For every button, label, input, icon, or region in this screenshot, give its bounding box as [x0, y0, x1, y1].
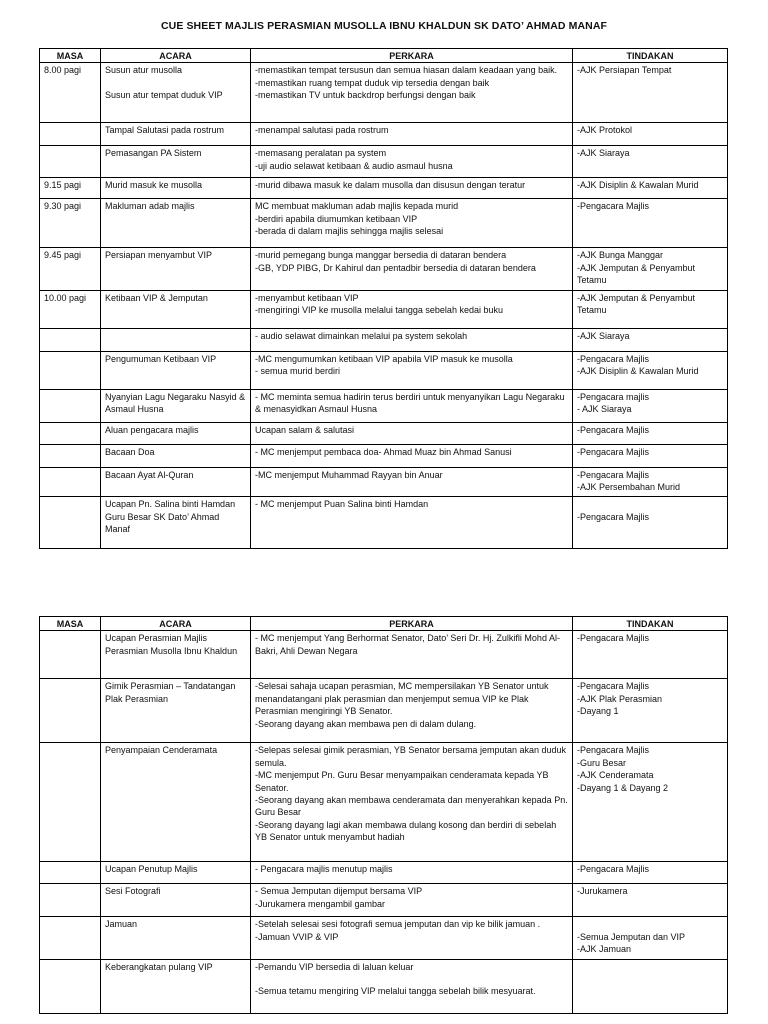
masa-cell: 8.00 pagi — [40, 63, 101, 123]
cue-sheet-table-2 — [39, 616, 728, 1014]
cue-sheet-table-1 — [39, 48, 728, 549]
perkara-cell: - MC meminta semua hadirin terus berdiri untuk menyanyikan Lagu Negaraku & menasyidkan Asmaul Husna — [251, 389, 573, 422]
header-tindakan: TINDAKAN — [573, 49, 728, 63]
table-row — [40, 290, 728, 328]
acara-cell: Ucapan Penutup Majlis — [101, 862, 251, 884]
tindakan-cell: -Pengacara Majlis -AJK Plak Perasmian -Dayang 1 — [573, 679, 728, 743]
tindakan-cell — [573, 959, 728, 1013]
table-row — [40, 679, 728, 743]
acara-cell: Sesi Fotografi — [101, 884, 251, 917]
perkara-cell: -Pemandu VIP bersedia di laluan keluar -Semua tetamu mengiring VIP melalui tangga sebelah bilik mesyuarat. — [251, 959, 573, 1013]
tindakan-cell: -AJK Jemputan & Penyambut Tetamu — [573, 290, 728, 328]
tindakan-cell: -Pengacara Majlis — [573, 422, 728, 444]
acara-cell: Bacaan Ayat Al-Quran — [101, 467, 251, 497]
table-row — [40, 351, 728, 389]
tindakan-cell: -Pengacara Majlis — [573, 444, 728, 467]
masa-cell: 9.45 pagi — [40, 248, 101, 290]
acara-cell: Nyanyian Lagu Negaraku Nasyid & Asmaul Husna — [101, 389, 251, 422]
tindakan-cell: -Pengacara Majlis — [573, 631, 728, 679]
perkara-cell: -menyambut ketibaan VIP -mengiringi VIP ke musolla melalui tangga sebelah kedai buku — [251, 290, 573, 328]
masa-cell: 10.00 pagi — [40, 290, 101, 328]
tindakan-cell: -AJK Siaraya — [573, 328, 728, 351]
masa-cell — [40, 743, 101, 862]
masa-cell — [40, 679, 101, 743]
table-row — [40, 63, 728, 123]
tindakan-cell: -Pengacara Majlis — [573, 199, 728, 248]
acara-cell: Aluan pengacara majlis — [101, 422, 251, 444]
perkara-cell: -MC mengumumkan ketibaan VIP apabila VIP masuk ke musolla - semua murid berdiri — [251, 351, 573, 389]
acara-cell: Pemasangan PA Sistem — [101, 146, 251, 178]
masa-cell — [40, 631, 101, 679]
acara-cell: Bacaan Doa — [101, 444, 251, 467]
perkara-cell: -memastikan tempat tersusun dan semua hiasan dalam keadaan yang baik. -memastikan ruang tempat duduk vip tersedia dengan baik -memastikan TV untuk backdrop berfungsi dengan baik — [251, 63, 573, 123]
masa-cell — [40, 351, 101, 389]
tindakan-cell: -AJK Persiapan Tempat — [573, 63, 728, 123]
tindakan-cell: -Pengacara Majlis -AJK Persembahan Murid — [573, 467, 728, 497]
acara-cell: Ketibaan VIP & Jemputan — [101, 290, 251, 328]
perkara-cell: - MC menjemput pembaca doa- Ahmad Muaz bin Ahmad Sanusi — [251, 444, 573, 467]
acara-cell: Jamuan — [101, 917, 251, 959]
table-header-row — [40, 617, 728, 631]
acara-cell: Persiapan menyambut VIP — [101, 248, 251, 290]
acara-cell: Makluman adab majlis — [101, 199, 251, 248]
header-acara: ACARA — [101, 617, 251, 631]
table-row — [40, 467, 728, 497]
perkara-cell: -memasang peralatan pa system -uji audio selawat ketibaan & audio asmaul husna — [251, 146, 573, 178]
perkara-cell: - Semua Jemputan dijemput bersama VIP -Jurukamera mengambil gambar — [251, 884, 573, 917]
acara-cell: Susun atur musolla Susun atur tempat duduk VIP — [101, 63, 251, 123]
masa-cell — [40, 497, 101, 549]
table-header-row — [40, 49, 728, 63]
table-row — [40, 389, 728, 422]
tindakan-cell: -AJK Protokol — [573, 123, 728, 146]
document-title: CUE SHEET MAJLIS PERASMIAN MUSOLLA IBNU KHALDUN SK DATO’ AHMAD MANAF — [160, 20, 608, 32]
table-row — [40, 631, 728, 679]
masa-cell — [40, 444, 101, 467]
table-row — [40, 248, 728, 290]
masa-cell: 9.30 pagi — [40, 199, 101, 248]
acara-cell: Ucapan Perasmian Majlis Perasmian Musolla Ibnu Khaldun — [101, 631, 251, 679]
masa-cell — [40, 123, 101, 146]
table-row — [40, 328, 728, 351]
acara-cell: Ucapan Pn. Salina binti Hamdan Guru Besar SK Dato’ Ahmad Manaf — [101, 497, 251, 549]
acara-cell: Penyampaian Cenderamata — [101, 743, 251, 862]
header-acara: ACARA — [101, 49, 251, 63]
masa-cell — [40, 467, 101, 497]
tindakan-cell: -AJK Bunga Manggar -AJK Jemputan & Penyambut Tetamu — [573, 248, 728, 290]
tindakan-cell: -Pengacara majlis - AJK Siaraya — [573, 389, 728, 422]
header-masa: MASA — [40, 49, 101, 63]
tindakan-cell: -AJK Disiplin & Kawalan Murid — [573, 178, 728, 199]
masa-cell — [40, 146, 101, 178]
perkara-cell: - MC menjemput Puan Salina binti Hamdan — [251, 497, 573, 549]
table-row — [40, 959, 728, 1013]
acara-cell — [101, 328, 251, 351]
tindakan-cell: -Pengacara Majlis -AJK Disiplin & Kawalan Murid — [573, 351, 728, 389]
perkara-cell: -MC menjemput Muhammad Rayyan bin Anuar — [251, 467, 573, 497]
table-row — [40, 743, 728, 862]
table-row — [40, 444, 728, 467]
tindakan-cell: -Pengacara Majlis — [573, 497, 728, 549]
acara-cell: Pengumuman Ketibaan VIP — [101, 351, 251, 389]
acara-cell: Gimik Perasmian – Tandatangan Plak Perasmian — [101, 679, 251, 743]
table-row — [40, 123, 728, 146]
acara-cell: Tampal Salutasi pada rostrum — [101, 123, 251, 146]
tindakan-cell: -Pengacara Majlis — [573, 862, 728, 884]
tindakan-cell: -Pengacara Majlis -Guru Besar -AJK Cenderamata -Dayang 1 & Dayang 2 — [573, 743, 728, 862]
masa-cell — [40, 917, 101, 959]
table-row — [40, 199, 728, 248]
tindakan-cell: -Semua Jemputan dan VIP -AJK Jamuan — [573, 917, 728, 959]
masa-cell — [40, 422, 101, 444]
acara-cell: Murid masuk ke musolla — [101, 178, 251, 199]
table-row — [40, 146, 728, 178]
perkara-cell: -Selesai sahaja ucapan perasmian, MC mempersilakan YB Senator untuk menandatangani plak perasmian dan menjemput semua VIP ke Plak Perasmian mengiringi YB Senator. -Seorang dayang akan membawa pen di dalam dulang. — [251, 679, 573, 743]
perkara-cell: -Selepas selesai gimik perasmian, YB Senator bersama jemputan akan duduk semula. -MC menjemput Pn. Guru Besar menyampaikan cenderamata kepada YB Senator. -Seorang dayang akan membawa cenderamata dan menyerahkan kepada Pn. Guru Besar -Seorang dayang lagi akan membawa dulang kosong dan berdiri di sebelah YB Senator untuk menyambut hadiah — [251, 743, 573, 862]
table-row — [40, 497, 728, 549]
table-row — [40, 862, 728, 884]
tindakan-cell: -Jurukamera — [573, 884, 728, 917]
masa-cell — [40, 862, 101, 884]
perkara-cell: - audio selawat dimainkan melalui pa system sekolah — [251, 328, 573, 351]
perkara-cell: - MC menjemput Yang Berhormat Senator, Dato’ Seri Dr. Hj. Zulkifli Mohd Al-Bakri, Ahli Dewan Negara — [251, 631, 573, 679]
header-perkara: PERKARA — [251, 49, 573, 63]
masa-cell — [40, 959, 101, 1013]
acara-cell: Keberangkatan pulang VIP — [101, 959, 251, 1013]
header-tindakan: TINDAKAN — [573, 617, 728, 631]
perkara-cell: Ucapan salam & salutasi — [251, 422, 573, 444]
table-row — [40, 884, 728, 917]
table-row — [40, 917, 728, 959]
table-row — [40, 178, 728, 199]
header-perkara: PERKARA — [251, 617, 573, 631]
perkara-cell: - Pengacara majlis menutup majlis — [251, 862, 573, 884]
perkara-cell: -Setelah selesai sesi fotografi semua jemputan dan vip ke bilik jamuan . -Jamuan VVIP & VIP — [251, 917, 573, 959]
masa-cell — [40, 884, 101, 917]
table-row — [40, 422, 728, 444]
masa-cell: 9.15 pagi — [40, 178, 101, 199]
masa-cell — [40, 328, 101, 351]
perkara-cell: -murid dibawa masuk ke dalam musolla dan disusun dengan teratur — [251, 178, 573, 199]
perkara-cell: MC membuat makluman adab majlis kepada murid -berdiri apabila diumumkan ketibaan VIP -berada di dalam majlis sehingga majlis selesai — [251, 199, 573, 248]
header-masa: MASA — [40, 617, 101, 631]
masa-cell — [40, 389, 101, 422]
perkara-cell: -menampal salutasi pada rostrum — [251, 123, 573, 146]
tindakan-cell: -AJK Siaraya — [573, 146, 728, 178]
perkara-cell: -murid pemegang bunga manggar bersedia di dataran bendera -GB, YDP PIBG, Dr Kahirul dan pentadbir bersedia di dataran bendera — [251, 248, 573, 290]
